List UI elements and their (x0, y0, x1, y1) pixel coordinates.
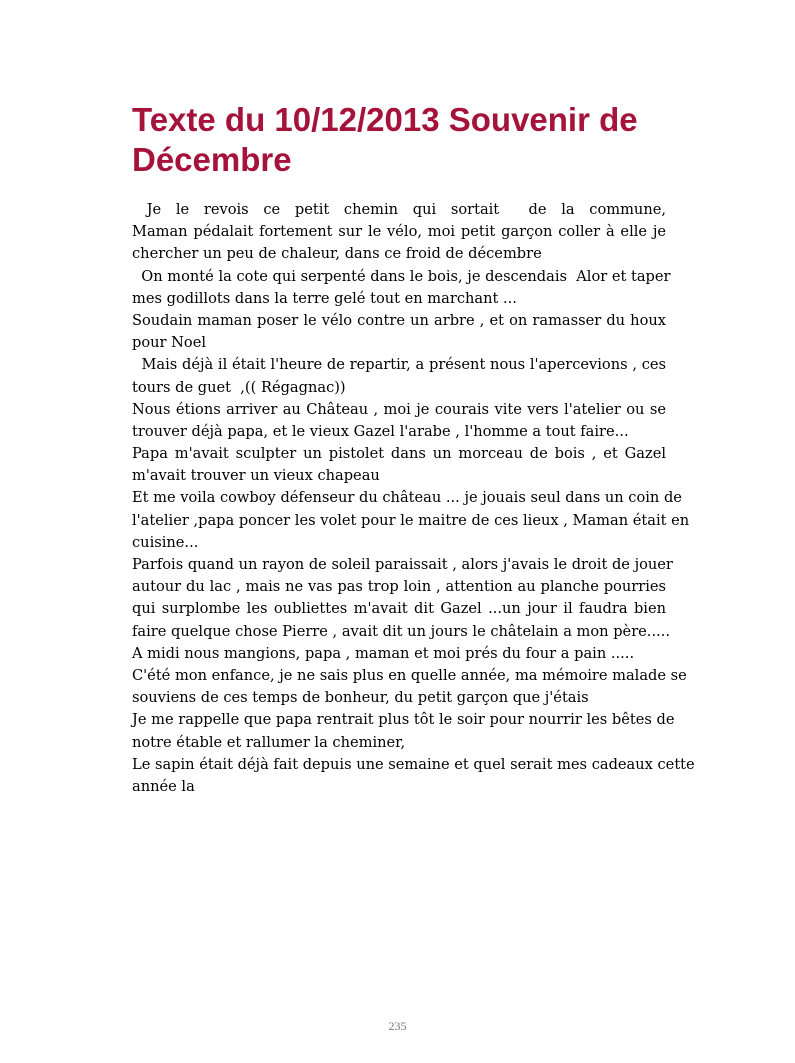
text-line: autour du lac , mais ne vas pas trop loin , attention au planche pourries (132, 578, 666, 596)
text-line: l'atelier ,papa poncer les volet pour le maitre de ces lieux , Maman était en (132, 511, 690, 529)
text-line: faire quelque chose Pierre , avait dit un jours le châtelain a mon père..... (132, 622, 670, 640)
text-line: Mais déjà il était l'heure de repartir, a présent nous l'apercevions , ces (132, 356, 666, 374)
text-line: Soudain maman poser le vélo contre un arbre , et on ramasser du houx (132, 311, 666, 329)
text-line: Le sapin était déjà fait depuis une semaine et quel serait mes cadeaux cette (132, 755, 695, 773)
text-line: notre étable et rallumer la cheminer, (132, 733, 406, 751)
text-line: trouver déjà papa, et le vieux Gazel l'arabe , l'homme a tout faire... (132, 422, 629, 440)
text-line: Nous étions arriver au Château , moi je courais vite vers l'atelier ou se (132, 400, 666, 418)
text-line: Et me voila cowboy défenseur du château ... je jouais seul dans un coin de (132, 489, 682, 507)
document-title: Texte du 10/12/2013 Souvenir de Décembre (132, 101, 638, 178)
text-line: année la (132, 777, 195, 795)
text-line: Maman pédalait fortement sur le vélo, moi petit garçon coller à elle je (132, 223, 666, 241)
text-line: tours de guet ,(( Régagnac)) (132, 378, 346, 396)
text-line: souviens de ces temps de bonheur, du petit garçon que j'étais (132, 689, 589, 707)
text-line: mes godillots dans la terre gelé tout en marchant ... (132, 289, 517, 307)
document-body (132, 199, 695, 798)
text-line: qui surplombe les oubliettes m'avait dit Gazel ...un jour il faudra bien (132, 600, 666, 618)
text-line: On monté la cote qui serpenté dans le bois, je descendais Alor et taper (132, 267, 671, 285)
text-line: m'avait trouver un vieux chapeau (132, 467, 380, 485)
text-line: C'été mon enfance, je ne sais plus en quelle année, ma mémoire malade se (132, 666, 687, 684)
text-line: Je le revois ce petit chemin qui sortait de la commune, (132, 201, 666, 218)
text-line: cuisine... (132, 533, 199, 551)
page-number: 235 (388, 1019, 407, 1033)
text-line: A midi nous mangions, papa , maman et moi prés du four a pain ..... (132, 644, 635, 662)
text-line: Je me rappelle que papa rentrait plus tôt le soir pour nourrir les bêtes de (132, 711, 675, 729)
text-line: Parfois quand un rayon de soleil paraissait , alors j'avais le droit de jouer (132, 556, 673, 573)
text-line: pour Noel (132, 334, 207, 352)
text-line: chercher un peu de chaleur, dans ce froid de décembre (132, 245, 542, 263)
text-line: Papa m'avait sculpter un pistolet dans un morceau de bois , et Gazel (132, 445, 666, 463)
